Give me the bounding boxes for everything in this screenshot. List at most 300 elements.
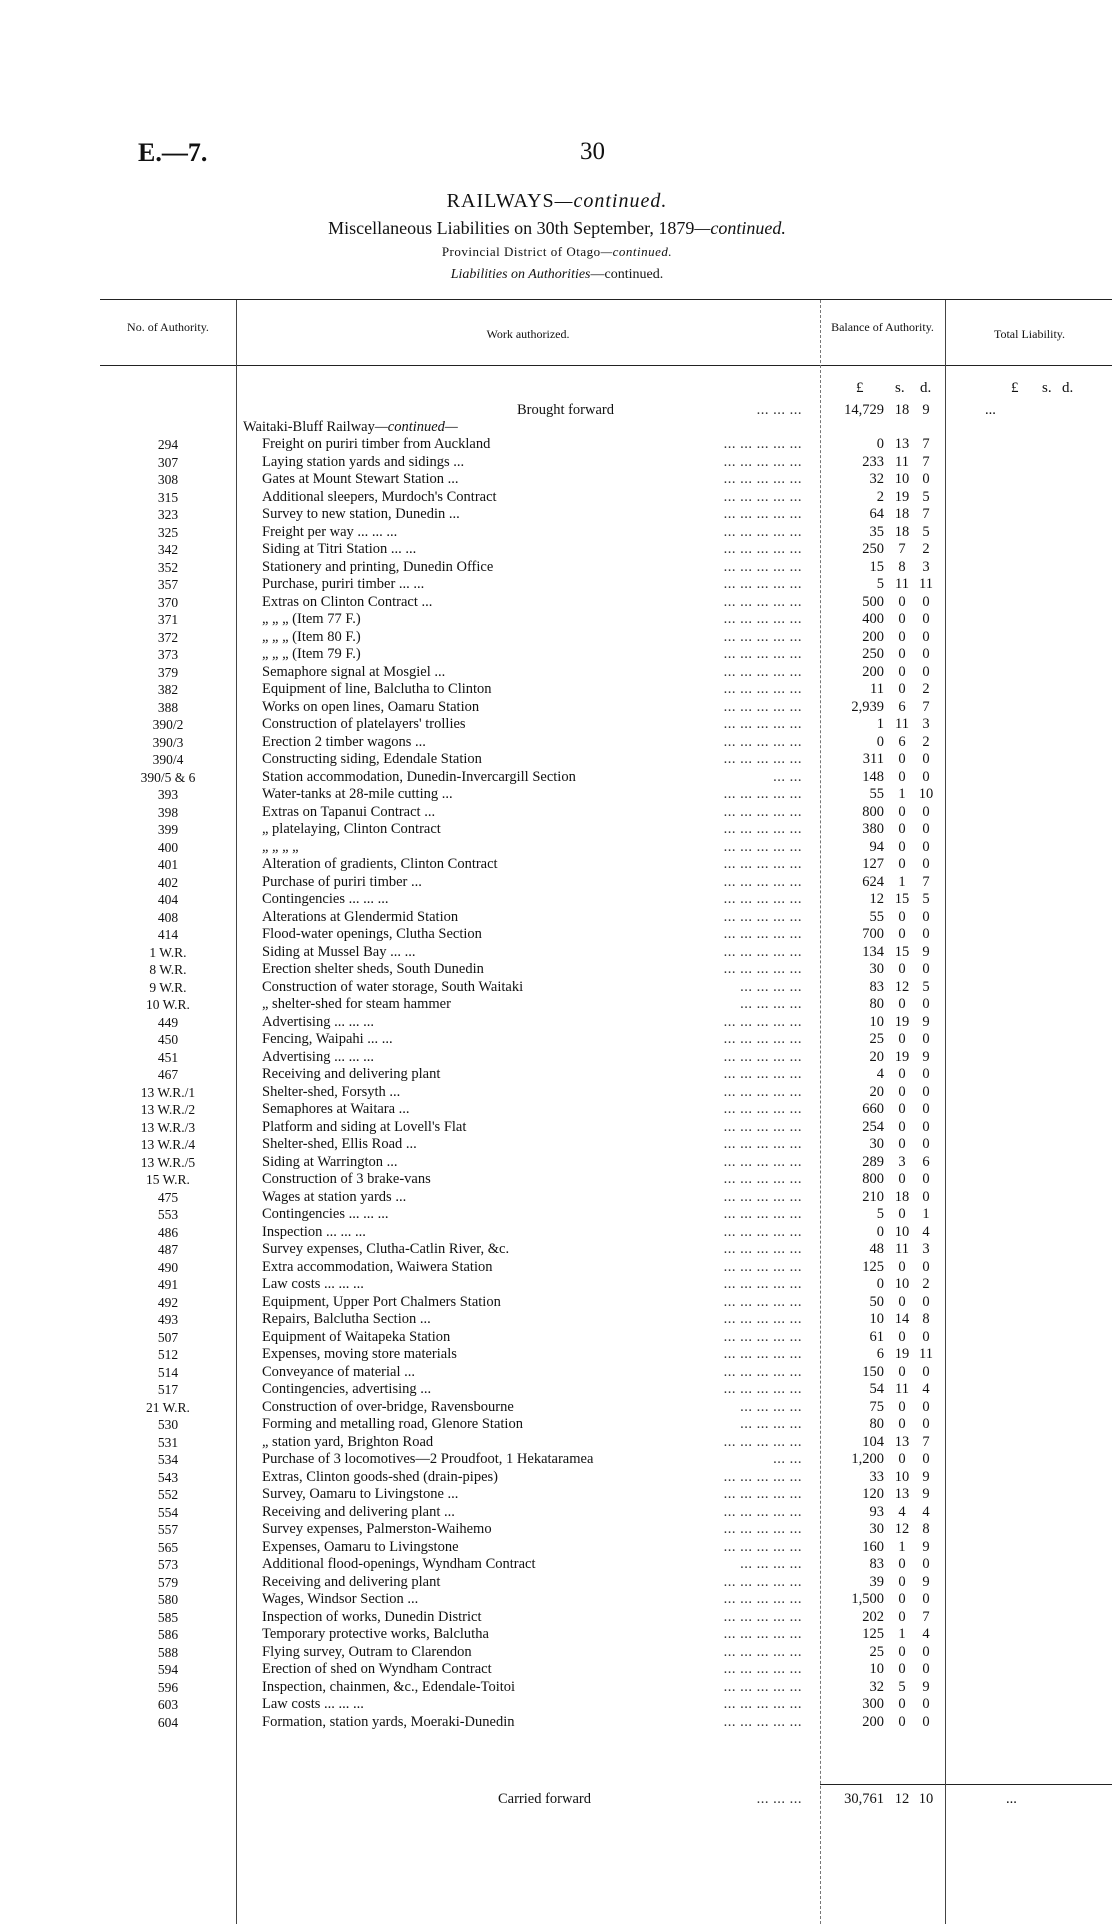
balance-pence: 4	[922, 1503, 930, 1520]
balance-pounds: 54	[869, 1381, 884, 1397]
balance-pounds: 250	[862, 541, 884, 557]
balance-pounds: 20	[869, 1083, 884, 1100]
work-description: Expenses, moving store materials	[262, 1346, 457, 1362]
work-description: Constructing siding, Edendale Station	[262, 751, 482, 767]
balance-pounds: 93	[869, 1503, 884, 1520]
authority-number: 371	[157, 612, 179, 627]
authority-number: 588	[157, 1644, 179, 1660]
authority-number: 372	[157, 629, 179, 645]
balance-pence: 0	[922, 768, 930, 785]
balance-pence: 0	[922, 1293, 930, 1310]
leader-dots: ... ... ... ... ...	[723, 926, 802, 942]
balance-pence: 0	[922, 1258, 930, 1275]
authority-number: 357	[157, 577, 179, 592]
table-row	[0, 664, 1114, 681]
district-title-text: Provincial District of Otago	[441, 244, 601, 259]
leader-dots: ... ... ... ...	[740, 1416, 802, 1432]
leader-dots: ... ... ... ... ...	[723, 1241, 802, 1257]
authority-number: 573	[157, 1557, 179, 1572]
table-row	[0, 1679, 1114, 1696]
balance-pounds: 80	[869, 1416, 884, 1432]
work-description: Purchase, puriri timber ... ...	[262, 576, 425, 592]
work-description: Additional sleepers, Murdoch's Contract	[262, 488, 497, 505]
total-shillings-label: s.	[1042, 380, 1052, 396]
authority-number: 370	[157, 594, 179, 610]
balance-pounds: 125	[862, 1626, 884, 1642]
balance-pounds: 32	[869, 1678, 884, 1695]
balance-pence: 0	[922, 961, 930, 977]
balance-pounds: 0	[876, 1223, 884, 1240]
brought-forward-total: ...	[985, 402, 996, 418]
balance-pounds: 55	[869, 786, 884, 802]
authority-number: 408	[157, 909, 179, 925]
balance-shillings: 19	[894, 1346, 910, 1362]
authority-number: 579	[157, 1574, 179, 1590]
authority-number: 15 W.R.	[146, 1172, 190, 1187]
table-row	[0, 961, 1114, 978]
table-row	[0, 1066, 1114, 1083]
balance-shillings: 0	[898, 1101, 906, 1117]
leader-dots: ... ... ... ... ...	[723, 1013, 802, 1030]
balance-pounds: 0	[876, 436, 884, 452]
work-description: Temporary protective works, Balclutha	[262, 1626, 489, 1642]
leader-dots: ... ... ... ...	[740, 1556, 802, 1572]
leader-dots: ... ... ... ... ...	[723, 1188, 802, 1205]
authority-number: 13 W.R./2	[140, 1102, 196, 1117]
carried-forward-label: Carried forward	[498, 1791, 591, 1807]
table-row	[0, 909, 1114, 926]
table-row	[0, 1329, 1114, 1346]
leader-dots: ... ... ... ... ...	[723, 541, 802, 557]
authority-number: 401	[157, 857, 179, 872]
authority-number: 450	[157, 1032, 179, 1047]
table-row	[0, 454, 1114, 471]
carried-forward-row	[0, 1791, 1114, 1808]
balance-pound-label: £	[856, 380, 864, 396]
balance-pence: 0	[922, 1713, 930, 1730]
work-description: Equipment of line, Balclutha to Clinton	[262, 681, 492, 697]
table-row	[0, 1346, 1114, 1363]
table-row	[0, 1014, 1114, 1031]
work-description: Semaphores at Waitara ...	[262, 1101, 410, 1117]
balance-pounds: 104	[862, 1433, 884, 1450]
balance-pence: 2	[922, 541, 930, 557]
authority-number: 553	[157, 1207, 179, 1222]
table-row	[0, 786, 1114, 803]
work-description: Forming and metalling road, Glenore Station	[262, 1416, 523, 1432]
leader-dots: ... ... ... ... ...	[723, 1573, 802, 1590]
work-description: Alteration of gradients, Clinton Contract	[262, 856, 498, 872]
balance-pence: 9	[922, 1048, 930, 1065]
balance-pence: 9	[922, 1538, 930, 1555]
balance-pence: 3	[922, 716, 930, 732]
balance-pounds: 400	[862, 611, 884, 627]
brought-forward-pence: 9	[922, 402, 930, 418]
authority-number: 404	[157, 892, 179, 907]
authority-number: 596	[157, 1679, 179, 1695]
leader-dots: ... ... ... ... ...	[723, 803, 802, 820]
balance-pence: 4	[922, 1381, 930, 1397]
table-row	[0, 874, 1114, 891]
work-description: Works on open lines, Oamaru Station	[262, 698, 480, 715]
table-row	[0, 1714, 1114, 1731]
table-row	[0, 611, 1114, 628]
balance-pence: 0	[922, 1451, 930, 1467]
authority-number: 490	[157, 1259, 179, 1275]
balance-pence: 3	[922, 558, 930, 575]
table-row	[0, 699, 1114, 716]
table-row	[0, 1259, 1114, 1276]
work-description: Flood-water openings, Clutha Section	[262, 926, 482, 942]
table-row	[0, 891, 1114, 908]
balance-shillings: 6	[898, 698, 906, 715]
leader-dots: ... ... ... ... ...	[723, 1643, 802, 1660]
balance-pounds: 5	[876, 576, 884, 592]
balance-shillings: 1	[898, 786, 906, 802]
carried-forward-pence: 10	[918, 1791, 934, 1807]
balance-pence: 0	[922, 1188, 930, 1205]
work-description: „ platelaying, Clinton Contract	[262, 821, 441, 837]
authority-number: 552	[157, 1487, 179, 1502]
leader-dots: ... ... ... ... ...	[723, 961, 802, 977]
balance-pence: 0	[922, 1136, 930, 1152]
balance-shillings: 8	[898, 558, 906, 575]
leader-dots: ... ... ... ... ...	[723, 611, 802, 627]
balance-shillings: 0	[898, 1083, 906, 1100]
work-description: Erection of shed on Wyndham Contract	[262, 1661, 492, 1677]
balance-shillings: 4	[898, 1503, 906, 1520]
balance-shillings: 11	[895, 453, 909, 470]
balance-shillings: 0	[898, 1573, 906, 1590]
balance-shillings: 0	[898, 1591, 906, 1607]
balance-shillings: 0	[898, 1066, 906, 1082]
work-description: „ „ „ (Item 79 F.)	[262, 646, 361, 662]
balance-shillings: 0	[898, 1696, 906, 1712]
balance-pence: 0	[922, 803, 930, 820]
table-row	[0, 524, 1114, 541]
sub-title	[0, 218, 1114, 239]
work-description: Receiving and delivering plant	[262, 1573, 441, 1590]
section-heading-row	[0, 419, 1114, 436]
authority-number: 393	[157, 787, 179, 802]
balance-pence: 9	[922, 1678, 930, 1695]
section-name: Waitaki-Bluff Railway	[243, 419, 375, 435]
authority-number: 323	[157, 507, 179, 522]
balance-pence: 9	[922, 1013, 930, 1030]
balance-shillings: 19	[894, 488, 910, 505]
balance-shillings: 0	[898, 628, 906, 645]
authority-number: 390/3	[152, 734, 184, 750]
work-description: Semaphore signal at Mosgiel ...	[262, 663, 446, 680]
table-row	[0, 1171, 1114, 1188]
work-description: Receiving and delivering plant	[262, 1066, 441, 1082]
balance-pence: 11	[919, 576, 933, 592]
table-row	[0, 1504, 1114, 1521]
work-description: Erection shelter sheds, South Dunedin	[262, 961, 484, 977]
leader-dots: ... ... ... ... ...	[723, 1118, 802, 1135]
balance-shillings: 0	[898, 681, 906, 697]
work-description: Repairs, Balclutha Section ...	[262, 1311, 431, 1327]
authority-number: 398	[157, 804, 179, 820]
balance-pounds: 20	[869, 1048, 884, 1065]
authority-number: 467	[157, 1067, 179, 1082]
balance-pounds: 311	[862, 751, 884, 767]
work-description: Freight per way ... ... ...	[262, 523, 398, 540]
balance-shillings: 1	[898, 873, 906, 890]
work-description: Advertising ... ... ...	[262, 1013, 374, 1030]
table-row	[0, 1644, 1114, 1661]
balance-pounds: 32	[869, 471, 884, 487]
balance-shillings: 6	[898, 733, 906, 750]
leader-dots: ... ... ... ... ...	[723, 628, 802, 645]
work-description: Platform and siding at Lovell's Flat	[262, 1118, 467, 1135]
work-description: Equipment of Waitapeka Station	[262, 1328, 451, 1345]
balance-pence: 0	[922, 821, 930, 837]
work-description: Fencing, Waipahi ... ...	[262, 1031, 393, 1047]
table-row	[0, 1521, 1114, 1538]
balance-pence-label: d.	[920, 380, 932, 396]
leader-dots: ... ... ... ... ...	[723, 1223, 802, 1240]
authority-number: 517	[157, 1382, 179, 1397]
authority-number: 531	[157, 1434, 179, 1450]
balance-pence: 7	[922, 873, 930, 890]
balance-pounds: 800	[862, 803, 884, 820]
work-description: Survey expenses, Palmerston-Waihemo	[262, 1521, 492, 1537]
table-row	[0, 541, 1114, 558]
leader-dots: ... ... ... ... ...	[723, 1608, 802, 1625]
work-description: Laying station yards and sidings ...	[262, 453, 465, 470]
balance-pounds: 160	[862, 1538, 884, 1555]
authority-number: 414	[157, 927, 179, 942]
balance-pence: 2	[922, 733, 930, 750]
balance-pounds: 700	[862, 926, 884, 942]
table-row	[0, 1031, 1114, 1048]
brought-forward-label: Brought forward	[516, 402, 614, 418]
leader-dots: ... ... ... ... ...	[723, 1363, 802, 1380]
leader-dots: ... ... ... ... ...	[723, 1171, 802, 1187]
leader-dots: ... ... ... ... ...	[723, 1661, 802, 1677]
liabilities-title	[0, 267, 1114, 283]
table-row	[0, 856, 1114, 873]
authority-number: 8 W.R.	[149, 962, 187, 977]
work-description: Contingencies, advertising ...	[262, 1381, 432, 1397]
balance-shillings: 0	[898, 1556, 906, 1572]
balance-pence: 7	[922, 1433, 930, 1450]
leader-dots: ... ... ... ... ...	[723, 1503, 802, 1520]
work-description: Wages at station yards ...	[262, 1188, 407, 1205]
balance-pence: 0	[922, 593, 930, 610]
balance-pence: 4	[922, 1223, 930, 1240]
main-title	[0, 190, 1114, 213]
balance-pence: 5	[922, 523, 930, 540]
leader-dots: ... ... ... ... ...	[723, 1433, 802, 1450]
work-description: Survey, Oamaru to Livingstone ...	[262, 1486, 459, 1502]
balance-shillings: 0	[898, 1206, 906, 1222]
balance-pounds: 83	[869, 978, 884, 995]
authority-number: 475	[157, 1189, 179, 1205]
work-description: „ „ „ „	[262, 838, 299, 855]
authority-number: 390/4	[152, 752, 184, 767]
work-description: Receiving and delivering plant ...	[262, 1503, 455, 1520]
work-description: Construction of 3 brake-vans	[262, 1171, 431, 1187]
balance-pounds: 11	[870, 681, 884, 697]
table-row	[0, 996, 1114, 1013]
balance-pounds: 25	[869, 1031, 884, 1047]
table-row	[0, 804, 1114, 821]
balance-pounds: 660	[862, 1101, 884, 1117]
table-row	[0, 1609, 1114, 1626]
balance-shillings: 0	[898, 1643, 906, 1660]
authority-number: 373	[157, 647, 179, 662]
authority-number: 1 W.R.	[149, 944, 187, 960]
balance-shillings: 12	[894, 978, 910, 995]
work-description: Law costs ... ... ...	[262, 1696, 364, 1712]
balance-pounds: 2,939	[851, 698, 884, 715]
leader-dots: ... ... ... ... ...	[723, 558, 802, 575]
balance-pence: 7	[922, 1608, 930, 1625]
balance-pounds: 210	[862, 1188, 884, 1205]
balance-shillings: 0	[898, 856, 906, 872]
liabilities-title-text: Liabilities on Authorities	[450, 267, 591, 282]
balance-pence: 0	[922, 1363, 930, 1380]
authority-number: 449	[157, 1014, 179, 1030]
balance-shillings: 0	[898, 1136, 906, 1152]
balance-pounds: 33	[869, 1468, 884, 1485]
balance-pounds: 150	[862, 1363, 884, 1380]
balance-shillings: 7	[898, 541, 906, 557]
leader-dots: ... ... ... ... ...	[723, 1381, 802, 1397]
balance-shillings: 11	[895, 1381, 909, 1397]
authority-number: 492	[157, 1294, 179, 1310]
work-description: Extra accommodation, Waiwera Station	[262, 1258, 493, 1275]
balance-pounds: 15	[869, 558, 884, 575]
leader-dots: ... ... ... ... ...	[723, 1031, 802, 1047]
work-description: Conveyance of material ...	[262, 1363, 415, 1380]
balance-pounds: 500	[862, 593, 884, 610]
table-row	[0, 1381, 1114, 1398]
authority-number: 507	[157, 1329, 179, 1345]
work-description: Construction of platelayers' trollies	[262, 716, 466, 732]
authority-number: 586	[157, 1627, 179, 1642]
section-heading	[243, 419, 458, 436]
authority-number: 487	[157, 1242, 179, 1257]
balance-pence: 5	[922, 488, 930, 505]
total-pence-label: d.	[1062, 380, 1074, 396]
balance-pence: 0	[922, 1696, 930, 1712]
leader-dots: ... ... ... ... ...	[723, 1346, 802, 1362]
balance-shillings-label: s.	[895, 380, 905, 396]
balance-pounds: 94	[869, 838, 884, 855]
authority-number: 307	[157, 454, 179, 470]
balance-pence: 0	[922, 856, 930, 872]
authority-number: 382	[157, 682, 179, 697]
table-header-rule	[100, 365, 1112, 366]
leader-dots: ... ...	[773, 1451, 802, 1467]
balance-pounds: 380	[862, 821, 884, 837]
balance-shillings: 3	[898, 1153, 906, 1170]
balance-pounds: 6	[876, 1346, 884, 1362]
work-description: Gates at Mount Stewart Station ...	[262, 471, 459, 487]
leader-dots: ... ... ... ... ...	[723, 908, 802, 925]
table-row	[0, 1451, 1114, 1468]
balance-shillings: 12	[894, 1521, 910, 1537]
balance-shillings: 1	[898, 1538, 906, 1555]
work-description: Shelter-shed, Ellis Road ...	[262, 1136, 417, 1152]
balance-pence: 8	[922, 1521, 930, 1537]
balance-shillings: 0	[898, 1293, 906, 1310]
balance-pence: 6	[922, 1153, 930, 1170]
balance-pounds: 35	[869, 523, 884, 540]
balance-shillings: 0	[898, 1713, 906, 1730]
balance-pounds: 125	[862, 1258, 884, 1275]
balance-pounds: 200	[862, 1713, 884, 1730]
table-row	[0, 926, 1114, 943]
authority-number: 9 W.R.	[149, 979, 187, 995]
authority-number: 308	[157, 472, 179, 487]
brought-forward-shillings: 18	[894, 402, 910, 418]
work-description: Construction of water storage, South Waitaki	[262, 978, 524, 995]
authority-number: 13 W.R./3	[140, 1119, 196, 1135]
table-row	[0, 559, 1114, 576]
table-row	[0, 1154, 1114, 1171]
balance-shillings: 13	[894, 436, 910, 452]
balance-pence: 1	[922, 1206, 930, 1222]
balance-shillings: 13	[894, 1486, 910, 1502]
authority-number: 21 W.R.	[146, 1399, 190, 1415]
balance-shillings: 11	[895, 576, 909, 592]
work-description: Inspection, chainmen, &c., Edendale-Toitoi	[262, 1678, 516, 1695]
balance-pence: 0	[922, 663, 930, 680]
balance-pounds: 80	[869, 996, 884, 1012]
balance-pounds: 48	[869, 1241, 884, 1257]
balance-pounds: 800	[862, 1171, 884, 1187]
table-row	[0, 734, 1114, 751]
table-row	[0, 1574, 1114, 1591]
leader-dots: ... ... ... ... ...	[723, 1083, 802, 1100]
authority-number: 543	[157, 1469, 179, 1485]
balance-shillings: 0	[898, 1171, 906, 1187]
balance-shillings: 0	[898, 663, 906, 680]
balance-pence: 0	[922, 611, 930, 627]
authority-number: 342	[157, 542, 179, 557]
table-row	[0, 1224, 1114, 1241]
work-description: Inspection ... ... ...	[262, 1223, 366, 1240]
table-row	[0, 1189, 1114, 1206]
table-row	[0, 839, 1114, 856]
leader-dots: ... ... ... ... ...	[723, 1276, 802, 1292]
balance-pounds: 289	[862, 1153, 884, 1170]
leader-dots: ... ... ... ...	[740, 978, 802, 995]
brought-forward-row	[0, 402, 1114, 419]
column-header-work: Work authorized.	[486, 327, 570, 341]
table-row	[0, 821, 1114, 838]
work-description: Construction of over-bridge, Ravensbourne	[262, 1398, 514, 1415]
table-row	[0, 1364, 1114, 1381]
balance-pence: 9	[922, 1573, 930, 1590]
authority-number: 402	[157, 874, 179, 890]
authority-number: 514	[157, 1364, 179, 1380]
balance-pence: 3	[922, 1241, 930, 1257]
authority-number: 315	[157, 489, 179, 505]
leader-dots: ... ... ... ...	[740, 996, 802, 1012]
balance-pence: 0	[922, 1416, 930, 1432]
balance-pounds: 1	[876, 716, 884, 732]
balance-pence: 5	[922, 891, 930, 907]
balance-shillings: 10	[894, 1468, 910, 1485]
table-row	[0, 1294, 1114, 1311]
district-title-suffix: —continued.	[600, 244, 673, 259]
authority-number: 585	[157, 1609, 179, 1625]
